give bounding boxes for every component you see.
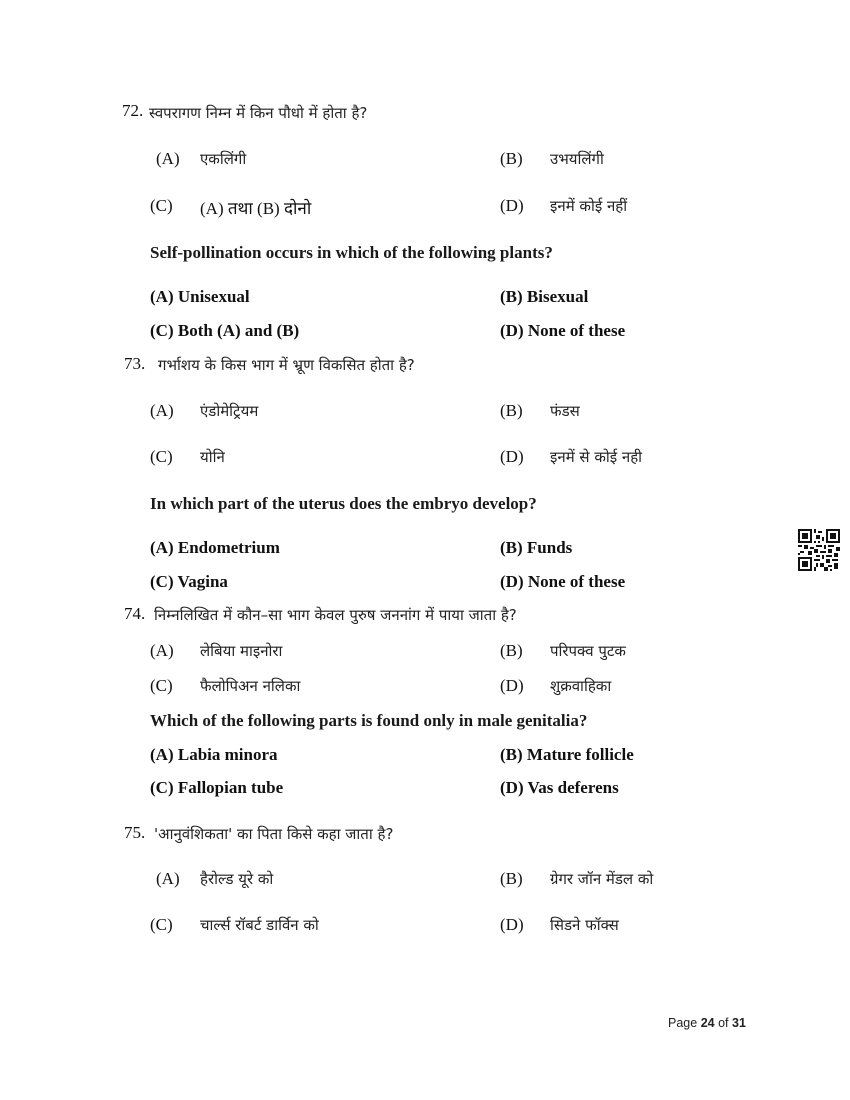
q74-hi-option-b-label: (B) <box>500 641 523 660</box>
q72-hi-option-a-label: (A) <box>156 149 180 168</box>
q73-hi-option-c-label: (C) <box>150 447 173 466</box>
q73-number: 73. <box>124 354 146 373</box>
q72-hi-option-d-text: इनमें कोई नहीं <box>550 197 628 215</box>
q74-en-option-c: (C) Fallopian tube <box>150 778 284 797</box>
q73-en-option-b: (B) Funds <box>500 538 573 557</box>
q72-hi-option-c-text: (A) तथा (B) दोनो <box>200 199 312 218</box>
q75-hindi-question: 'आनुवंशिकता' का पिता किसे कहा जाता है? <box>154 825 394 843</box>
q72-en-option-a: (A) Unisexual <box>150 287 250 306</box>
q74-hi-option-c-label: (C) <box>150 676 173 695</box>
q73-hi-option-a-label: (A) <box>150 401 174 420</box>
q74-hi-option-d-text: शुक्रवाहिका <box>550 677 612 695</box>
q74-en-option-d: (D) Vas deferens <box>500 778 619 797</box>
q74-hindi-question: निम्नलिखित में कौन–सा भाग केवल पुरुष जननांग में पाया जाता है? <box>154 606 517 624</box>
qr-code-icon <box>798 529 840 571</box>
q73-hindi-question: गर्भाशय के किस भाग में भ्रूण विकसित होता है? <box>158 356 415 374</box>
page-footer <box>668 1016 746 1030</box>
q75-hi-option-d-text: सिडने फॉक्स <box>550 916 619 934</box>
q72-english-question: Self-pollination occurs in which of the following plants? <box>150 243 553 262</box>
page-total: 31 <box>732 1016 746 1030</box>
q73-english-question: In which part of the uterus does the embryo develop? <box>150 494 537 513</box>
q75-hi-option-b-label: (B) <box>500 869 523 888</box>
q72-number: 72. <box>122 101 144 120</box>
q74-en-option-b: (B) Mature follicle <box>500 745 634 764</box>
page-current: 24 <box>700 1016 715 1030</box>
q74-hi-option-b-text: परिपक्व पुटक <box>550 642 626 660</box>
q74-english-question: Which of the following parts is found only in male genitalia? <box>150 711 588 730</box>
q75-hi-option-c-label: (C) <box>150 915 173 934</box>
q74-hi-option-d-label: (D) <box>500 676 524 695</box>
q73-en-option-c: (C) Vagina <box>150 572 228 591</box>
q73-hi-option-b-text: फंडस <box>550 402 580 420</box>
q74-en-option-a: (A) Labia minora <box>150 745 278 764</box>
q72-hi-option-c-label: (C) <box>150 196 173 215</box>
q73-hi-option-a-text: एंडोमेट्रियम <box>200 402 259 420</box>
q73-en-option-d: (D) None of these <box>500 572 626 591</box>
q75-hi-option-a-label: (A) <box>156 869 180 888</box>
q72-en-option-c: (C) Both (A) and (B) <box>150 321 300 340</box>
q75-hi-option-d-label: (D) <box>500 915 524 934</box>
q72-hi-option-b-label: (B) <box>500 149 523 168</box>
q73-hi-option-b-label: (B) <box>500 401 523 420</box>
q73-hi-option-d-label: (D) <box>500 447 524 466</box>
q75-hi-option-c-text: चार्ल्स रॉबर्ट डार्विन को <box>200 916 319 934</box>
q75-hi-option-a-text: हैरोल्ड यूरे को <box>200 870 274 888</box>
q73-hi-option-c-text: योनि <box>200 448 225 466</box>
page-of: of <box>718 1016 729 1030</box>
q73-hi-option-d-text: इनमें से कोई नही <box>550 448 643 466</box>
q74-hi-option-c-text: फैलोपिअन नलिका <box>200 677 301 695</box>
q75-number: 75. <box>124 823 146 842</box>
q72-hindi-question: स्वपरागण निम्न में किन पौधो में होता है? <box>149 104 368 122</box>
q72-hi-option-a-text: एकलिंगी <box>200 150 247 168</box>
q72-hi-option-d-label: (D) <box>500 196 524 215</box>
q72-en-option-b: (B) Bisexual <box>500 287 589 306</box>
q75-hi-option-b-text: ग्रेगर जॉन मेंडल को <box>550 870 654 888</box>
page-label: Page <box>668 1016 698 1030</box>
q74-hi-option-a-label: (A) <box>150 641 174 660</box>
q74-number: 74. <box>124 604 146 623</box>
q72-hi-option-b-text: उभयलिंगी <box>550 150 604 168</box>
q72-en-option-d: (D) None of these <box>500 321 626 340</box>
q73-en-option-a: (A) Endometrium <box>150 538 280 557</box>
q74-hi-option-a-text: लेबिया माइनोरा <box>200 642 283 660</box>
